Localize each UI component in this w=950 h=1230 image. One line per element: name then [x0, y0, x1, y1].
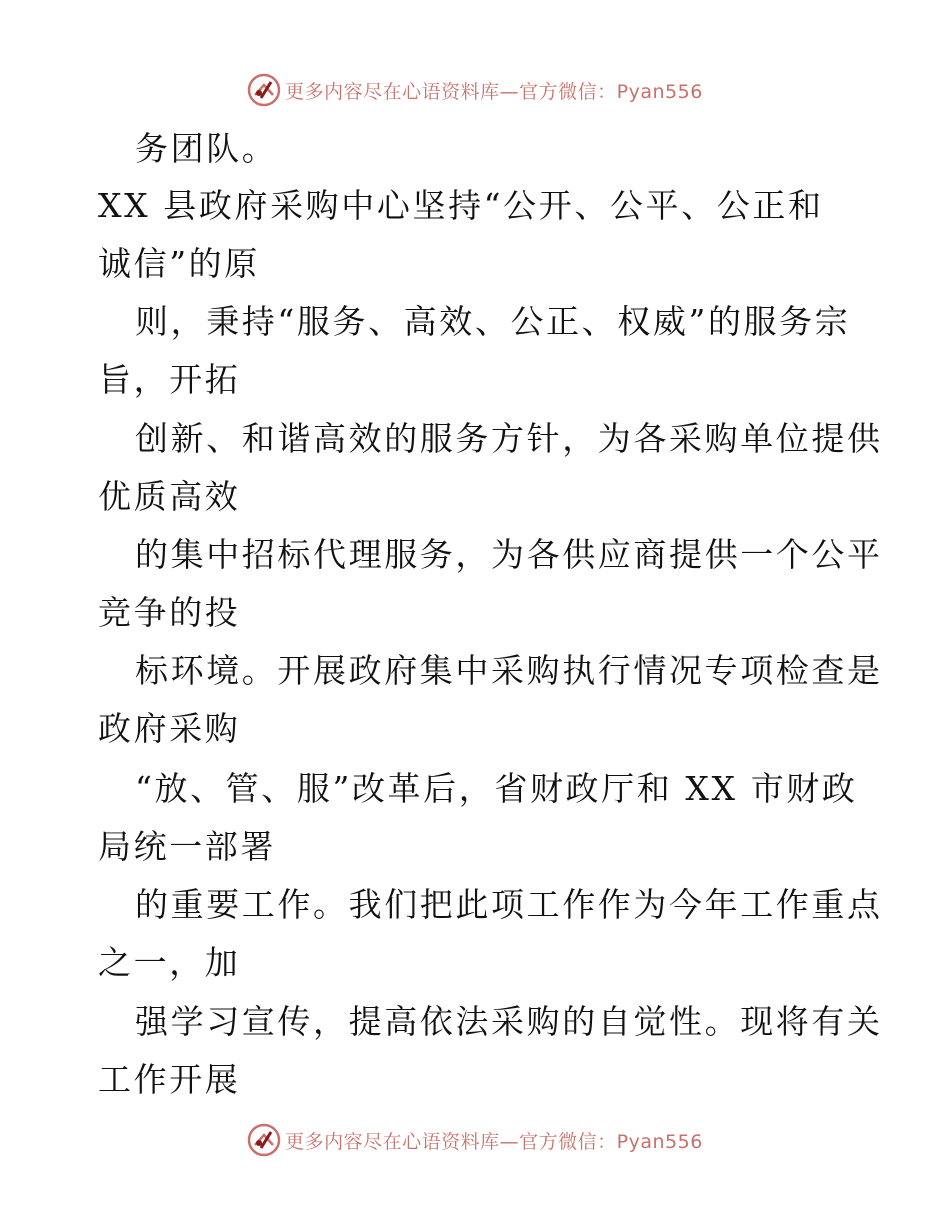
text-line: 工作开展 — [98, 1060, 241, 1099]
book-pen-logo-icon — [247, 1123, 281, 1157]
book-pen-logo-icon — [247, 73, 281, 107]
text-line: 优质高效 — [98, 477, 241, 516]
watermark-text: 更多内容尽在心语资料库—官方微信：Pyan556 — [285, 1130, 703, 1153]
header-watermark — [0, 68, 950, 112]
text-line: 局统一部署 — [98, 827, 276, 866]
text-line: 的集中招标代理服务，为各供应商提供一个公平 — [135, 535, 883, 574]
text-line: “放、管、服”改革后，省财政厅和 XX 市财政 — [135, 769, 858, 808]
text-line: XX 县政府采购中心坚持“公开、公平、公正和 — [98, 186, 824, 225]
text-line: 诚信”的原 — [98, 244, 260, 283]
text-line: 的重要工作。我们把此项工作作为今年工作重点 — [135, 885, 883, 924]
text-line: 务团队。 — [135, 129, 278, 168]
text-line: 标环境。开展政府集中采购执行情况专项检查是 — [135, 651, 883, 690]
text-line: 竞争的投 — [98, 593, 241, 632]
text-line: 强学习宣传，提高依法采购的自觉性。现将有关 — [135, 1002, 883, 1041]
watermark-text: 更多内容尽在心语资料库—官方微信：Pyan556 — [285, 80, 703, 103]
text-line: 政府采购 — [98, 709, 241, 748]
footer-watermark — [0, 1118, 950, 1162]
text-line: 旨，开拓 — [98, 360, 241, 399]
text-line: 则，秉持“服务、高效、公正、权威”的服务宗 — [135, 302, 851, 341]
text-line: 之一，加 — [98, 943, 241, 982]
text-line: 创新、和谐高效的服务方针，为各采购单位提供 — [135, 419, 883, 458]
